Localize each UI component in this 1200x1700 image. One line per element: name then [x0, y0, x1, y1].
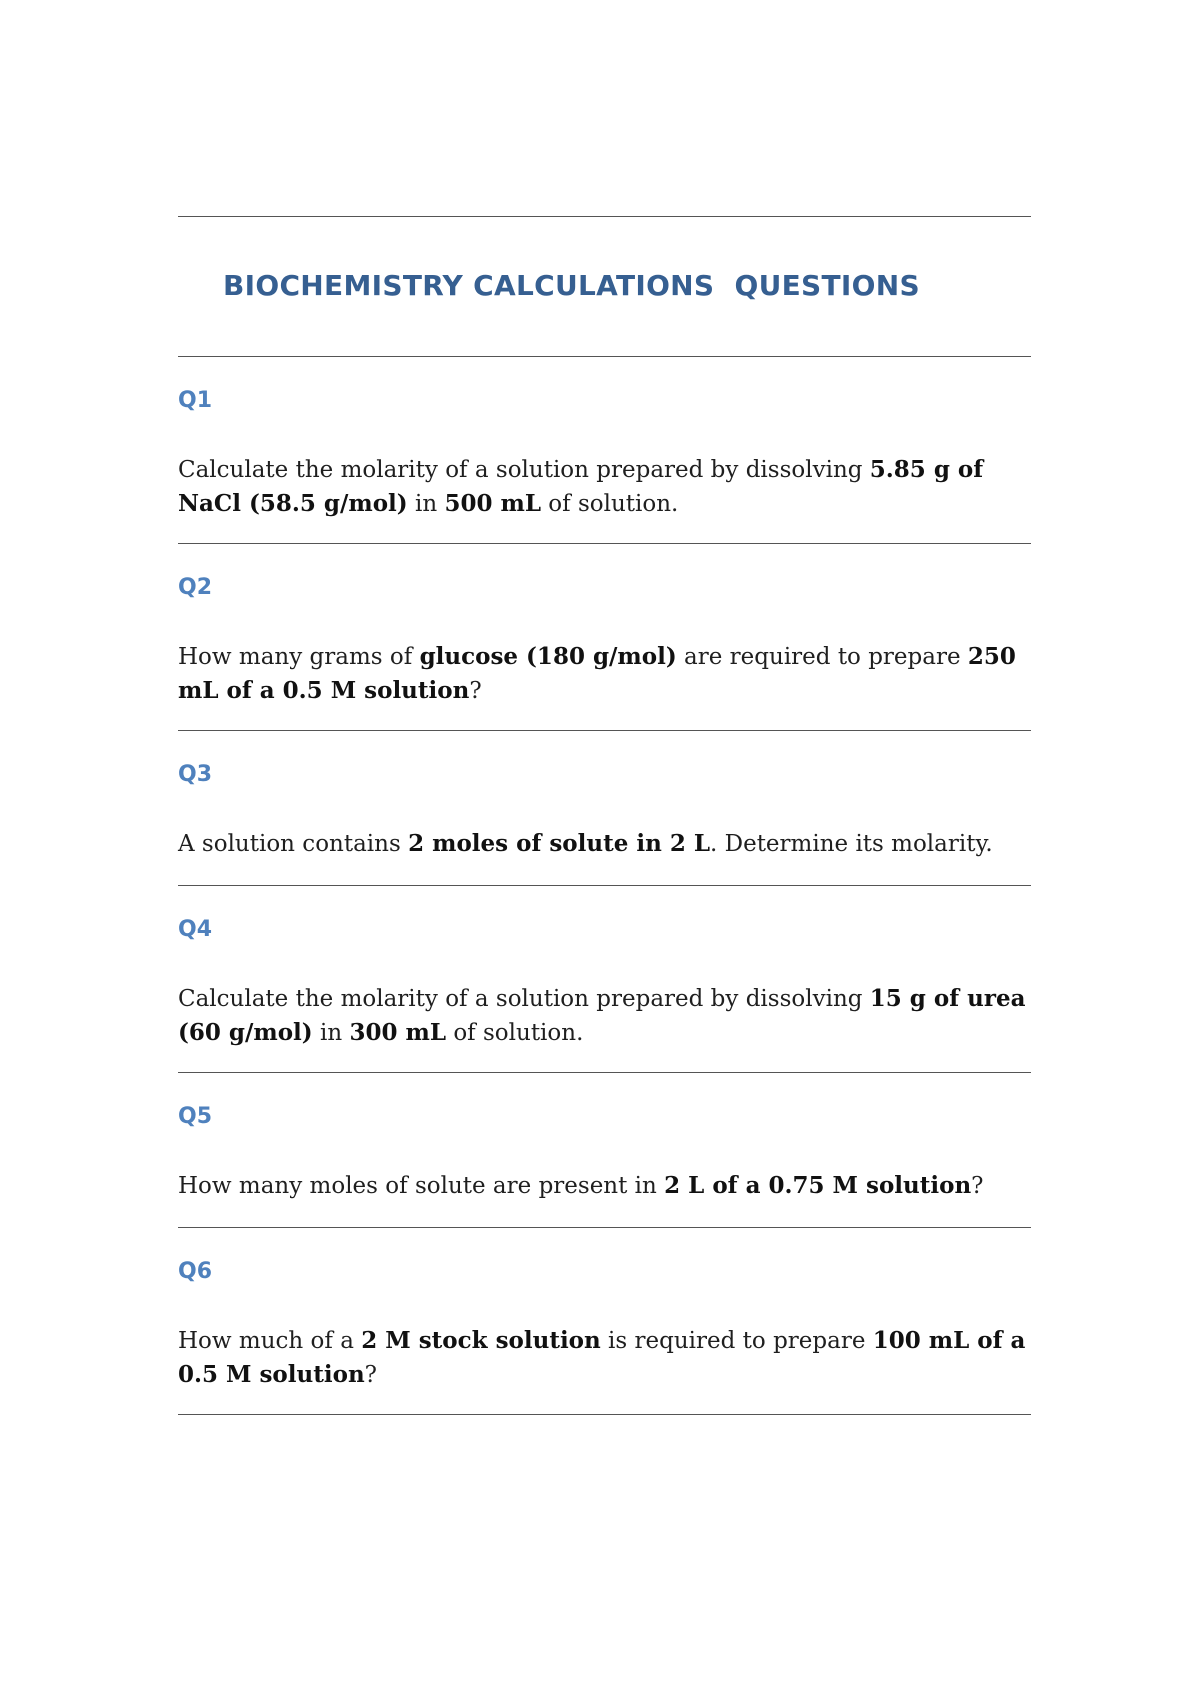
question-text	[178, 1169, 1031, 1203]
question-text-segment: 2 M stock solution	[361, 1327, 601, 1354]
question-text-segment: ?	[971, 1173, 984, 1199]
question-text-segment: 2 moles of solute in 2 L	[408, 830, 711, 857]
question-text-segment: 100 mL of a 0.5 M solution	[178, 1327, 1026, 1388]
question-text-segment: 500 mL	[444, 490, 541, 517]
title-block	[178, 217, 1031, 356]
question-text-segment: How many grams of	[178, 644, 420, 670]
question-label: Q2	[178, 575, 213, 600]
question-1	[178, 357, 1031, 543]
question-label: Q3	[178, 762, 213, 787]
question-text-segment: in	[407, 491, 445, 517]
question-text-segment: in	[312, 1020, 350, 1046]
question-text-segment: are required to prepare	[676, 644, 968, 670]
question-3	[178, 731, 1031, 885]
question-text-segment: glucose (180 g/mol)	[419, 643, 677, 670]
question-text-segment: 250 mL of a 0.5 M solution	[178, 643, 1016, 704]
question-text-segment: 5.85 g of NaCl (58.5 g/mol)	[178, 456, 984, 517]
question-text-segment: of solution.	[541, 491, 679, 517]
question-text-segment: 2 L of a 0.75 M solution	[664, 1172, 972, 1199]
question-text-segment: 300 mL	[349, 1019, 447, 1046]
question-text	[178, 453, 1031, 521]
question-text-segment: is required to prepare	[600, 1328, 873, 1354]
question-6	[178, 1228, 1031, 1414]
question-label: Q4	[178, 917, 213, 942]
divider	[178, 1414, 1031, 1415]
question-5	[178, 1073, 1031, 1227]
question-text-segment: of solution.	[446, 1020, 584, 1046]
question-text-segment: ?	[364, 1362, 378, 1388]
question-text	[178, 640, 1031, 708]
question-text-segment: Calculate the molarity of a solution prepared by dissolving	[178, 986, 870, 1012]
question-text	[178, 1324, 1031, 1392]
question-text-segment: How many moles of solute are present in	[178, 1173, 665, 1199]
question-text-segment: ?	[469, 678, 482, 704]
question-text-segment: . Determine its molarity.	[710, 831, 993, 857]
question-text-segment: How much of a	[178, 1328, 362, 1354]
question-text-segment: 15 g of urea (60 g/mol)	[178, 985, 1026, 1046]
document-title: BIOCHEMISTRY CALCULATIONS QUESTIONS	[223, 269, 920, 302]
question-2	[178, 544, 1031, 730]
document-page	[178, 216, 1031, 1415]
question-text	[178, 982, 1031, 1050]
question-label: Q5	[178, 1104, 213, 1129]
question-4	[178, 886, 1031, 1072]
question-text	[178, 827, 1031, 861]
question-label: Q6	[178, 1259, 213, 1284]
question-text-segment: Calculate the molarity of a solution prepared by dissolving	[178, 457, 870, 483]
question-label: Q1	[178, 388, 213, 413]
question-text-segment: A solution contains	[178, 831, 409, 857]
